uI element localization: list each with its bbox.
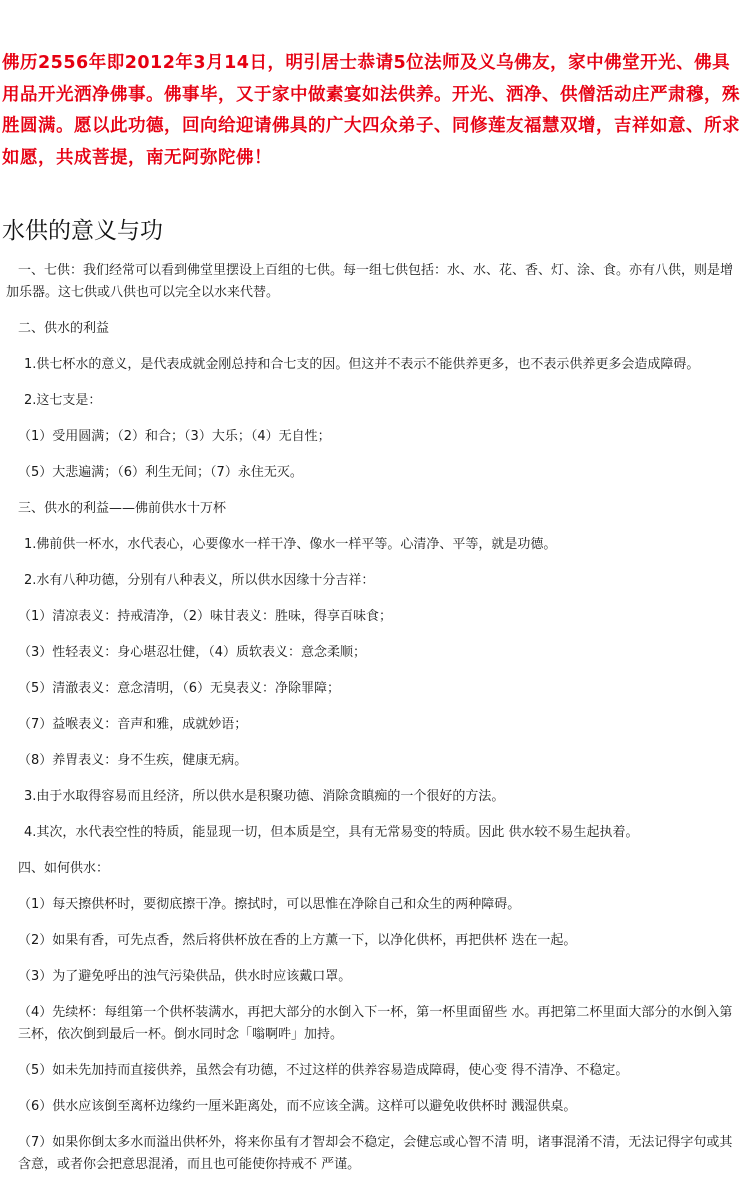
list-item: （7）如果你倒太多水而溢出供杯外，将来你虽有才智却会不稳定，会健忘或心智不清 明，诸事混淆不清，无法记得字句或其含意，或者你会把意思混淆，而且也可能使你持戒不 严谨。: [18, 1135, 733, 1172]
paragraph: 3.由于水取得容易而且经济，所以供水是积聚功德、消除贪瞋痴的一个很好的方法。: [24, 789, 505, 804]
announcement-text: 佛历2556年即2012年3月14日，明引居士恭请5位法师及义乌佛友，家中佛堂开光、佛具用品开光洒净佛事。佛事毕，又于家中做素宴如法供养。开光、洒净、供僧活动庄严肃穆，殊胜圆满。愿以此功德，回向给迎请佛具的广大四众弟子、同修莲友福慧双增，吉祥如意、所求如愿，共成菩提，南无阿弥陀佛！: [2, 53, 740, 168]
list-item: （4）先续杯：每组第一个供杯装满水，再把大部分的水倒入下一杯，第一杯里面留些 水。再把第二杯里面大部分的水倒入第三杯，依次倒到最后一杯。倒水同时念「嗡啊吽」加持。: [18, 1005, 733, 1042]
list-item: （8）养胃表义：身不生疾，健康无病。: [18, 753, 248, 768]
list-item: （6）供水应该倒至离杯边缘约一厘米距离处，而不应该全满。这样可以避免收供杯时 溅湿供桌。: [18, 1099, 577, 1114]
list-item: （5）清澈表义：意念清明，（6）无臭表义：净除罪障；: [18, 681, 341, 696]
section-heading-benefits: 二、供水的利益: [18, 321, 110, 336]
paragraph-qigong: 一、七供：我们经常可以看到佛堂里摆设上百组的七供。每一组七供包括：水、水、花、香、灯、涂、食。亦有八供，则是增加乐器。这七供或八供也可以完全以水来代替。: [6, 263, 734, 300]
article-title: 水供的意义与功: [2, 218, 163, 244]
list-item: （5）大悲遍满；（6）利生无间；（7）永住无灭。: [18, 465, 303, 480]
list-item: （3）为了避免呼出的浊气污染供品，供水时应该戴口罩。: [18, 969, 352, 984]
paragraph: 2.这七支是：: [24, 393, 102, 408]
top-blank-area: [0, 0, 750, 48]
list-item: （5）如未先加持而直接供养，虽然会有功德，不过这样的供养容易造成障碍，使心变 得不清净、不稳定。: [18, 1063, 629, 1078]
section-heading-offering: 三、供水的利益——佛前供水十万杯: [18, 501, 227, 516]
paragraph: 2.水有八种功德，分别有八种表义，所以供水因缘十分吉祥：: [24, 573, 375, 588]
paragraph: 4.其次，水代表空性的特质，能显现一切，但本质是空，具有无常易变的特质。因此 供水较不易生起执着。: [24, 825, 639, 840]
list-item: （7）益喉表义：音声和雅，成就妙语；: [18, 717, 248, 732]
list-item: （1）受用圆满；（2）和合；（3）大乐；（4）无自性；: [18, 429, 331, 444]
list-item: （1）清凉表义：持戒清净，（2）味甘表义：胜味，得享百味食；: [18, 609, 393, 624]
section-heading-how-to: 四、如何供水：: [18, 861, 110, 876]
article-body: [0, 260, 750, 1183]
list-item: （1）每天擦供杯时，要彻底擦干净。擦拭时，可以思惟在净除自己和众生的两种障碍。: [18, 897, 521, 912]
paragraph: 1.供七杯水的意义，是代表成就金刚总持和合七支的因。但这并不表示不能供养更多，也不表示供养更多会造成障碍。: [24, 357, 700, 372]
paragraph: 1.佛前供一杯水，水代表心，心要像水一样干净、像水一样平等。心清净、平等，就是功德。: [24, 537, 557, 552]
list-item: （2）如果有香，可先点香，然后将供杯放在香的上方薰一下，以净化供杯，再把供杯 迭在一起。: [18, 933, 577, 948]
list-item: （3）性轻表义：身心堪忍壮健，（4）质软表义：意念柔顺；: [18, 645, 367, 660]
